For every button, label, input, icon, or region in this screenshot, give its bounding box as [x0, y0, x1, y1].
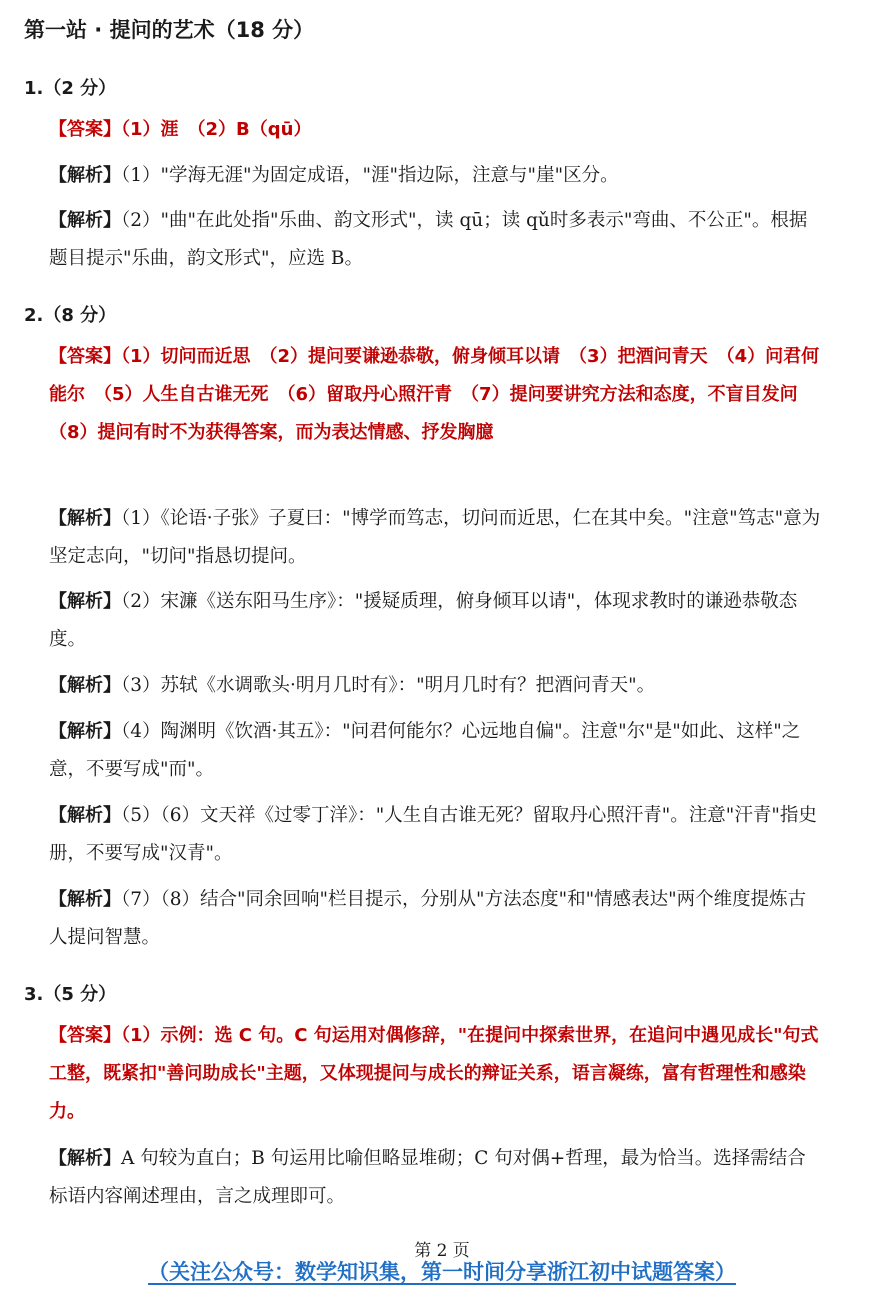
question-2-heading: 2.（8 分） — [24, 305, 117, 326]
analysis-tag: 【解析】 — [49, 675, 121, 696]
analysis-tag: 【解析】 — [49, 508, 121, 529]
footer-promo[interactable] — [0, 1256, 884, 1286]
analysis-tag: 【解析】 — [49, 591, 121, 612]
analysis-text: （3）苏轼《水调歌头·明月几时有》："明月几时有？把酒问青天"。 — [121, 675, 656, 696]
answer-1 — [49, 111, 821, 149]
analysis-2-4 — [49, 713, 821, 789]
section-title: 第一站 · 提问的艺术（18 分） — [24, 18, 315, 42]
analysis-text: （1）《论语·子张》子夏曰："博学而笃志，切问而近思，仁在其中矣。"注意"笃志"意为坚定志向，"切问"指恳切提问。 — [49, 508, 821, 567]
analysis-2-2 — [49, 583, 821, 659]
analysis-2-5 — [49, 797, 821, 873]
answer-text: （1）切问而近思 （2）提问要谦逊恭敬，俯身倾耳以请 （3）把酒问青天 （4）问君何能尔 （5）人生自古谁无死 （6）留取丹心照汗青 （7）提问要讲究方法和态度，不盲目发问 （8）提问有时不为获得答案，而为表达情感、抒发胸臆 — [49, 346, 820, 443]
footer-promo-text[interactable]: （关注公众号：数学知识集，第一时间分享浙江初中试题答案） — [148, 1260, 736, 1284]
question-3-heading: 3.（5 分） — [24, 984, 117, 1005]
answer-text: （1）示例：选 C 句。C 句运用对偶修辞，"在提问中探索世界，在追问中遇见成长"句式工整，既紧扣"善问助成长"主题，又体现提问与成长的辩证关系，语言凝练，富有哲理性和感染力。 — [49, 1025, 819, 1122]
answer-tag: 【答案】 — [49, 346, 121, 367]
answer-3 — [49, 1017, 821, 1131]
analysis-tag: 【解析】 — [49, 1148, 121, 1169]
analysis-2-3 — [49, 667, 821, 705]
page-number: 第 2 页 — [414, 1241, 470, 1261]
analysis-tag: 【解析】 — [49, 889, 121, 910]
analysis-2-1 — [49, 500, 821, 576]
question-1-heading: 1.（2 分） — [24, 78, 117, 99]
answer-tag: 【答案】 — [49, 1025, 121, 1046]
analysis-1-2 — [49, 202, 821, 278]
analysis-text: （2）"曲"在此处指"乐曲、韵文形式"，读 qū；读 qǔ时多表示"弯曲、不公正"。根据题目提示"乐曲，韵文形式"，应选 B。 — [49, 210, 808, 269]
analysis-tag: 【解析】 — [49, 805, 121, 826]
answer-text: （1）涯 （2）B（qū） — [121, 119, 312, 140]
analysis-2-6 — [49, 881, 821, 957]
analysis-tag: 【解析】 — [49, 165, 121, 186]
answer-tag: 【答案】 — [49, 119, 121, 140]
analysis-text: （5）（6）文天祥《过零丁洋》："人生自古谁无死？留取丹心照汗青"。注意"汗青"指史册，不要写成"汉青"。 — [49, 805, 817, 864]
analysis-tag: 【解析】 — [49, 210, 121, 231]
analysis-text: （4）陶渊明《饮酒·其五》："问君何能尔？心远地自偏"。注意"尔"是"如此、这样"之意，不要写成"而"。 — [49, 721, 801, 780]
analysis-text: （7）（8）结合"同余回响"栏目提示，分别从"方法态度"和"情感表达"两个维度提炼古人提问智慧。 — [49, 889, 807, 948]
answer-2 — [49, 338, 821, 452]
analysis-3-1 — [49, 1140, 821, 1216]
analysis-text: （2）宋濂《送东阳马生序》："援疑质理，俯身倾耳以请"，体现求教时的谦逊恭敬态度。 — [49, 591, 798, 650]
analysis-text: A 句较为直白；B 句运用比喻但略显堆砌；C 句对偶+哲理，最为恰当。选择需结合标语内容阐述理由，言之成理即可。 — [49, 1148, 806, 1207]
analysis-tag: 【解析】 — [49, 721, 121, 742]
analysis-1-1 — [49, 157, 821, 195]
analysis-text: （1）"学海无涯"为固定成语，"涯"指边际，注意与"崖"区分。 — [121, 165, 619, 186]
